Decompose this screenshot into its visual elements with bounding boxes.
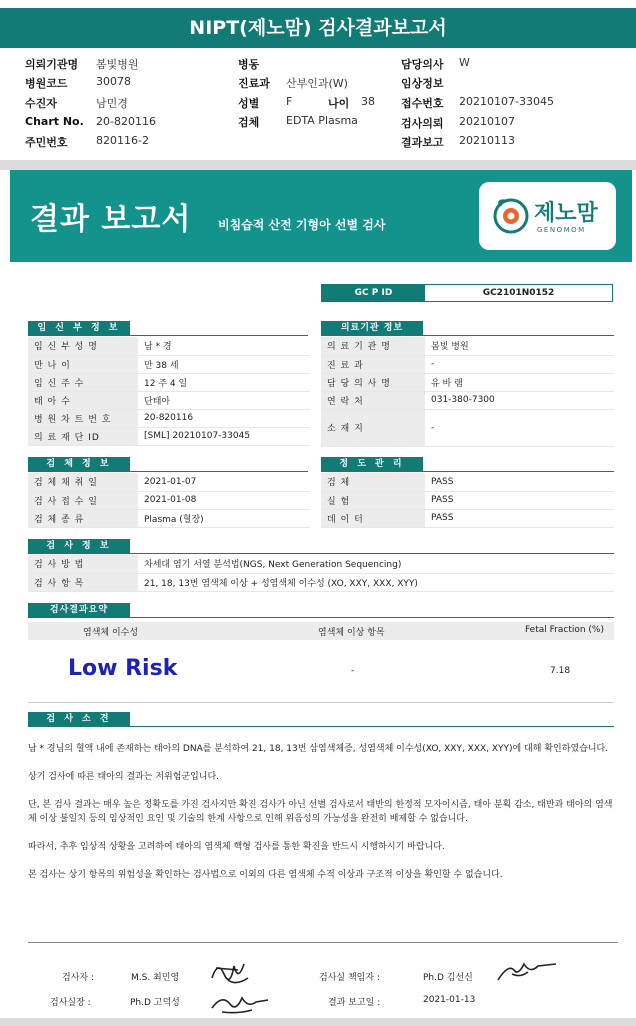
section-divider	[0, 160, 636, 170]
hospital-label: 의뢰기관명	[25, 58, 79, 71]
summary-col-fetal-fraction: Fetal Fraction (%)	[525, 625, 604, 635]
gcpid-value: GC2101N0152	[482, 288, 555, 298]
doctor-label: 담당의사	[401, 58, 444, 71]
row-value: 20-820116	[138, 409, 310, 427]
summary-rule	[28, 617, 614, 618]
specimen-info-table	[28, 473, 310, 528]
qc-rule	[321, 471, 614, 472]
summary-abnormal-value: -	[351, 666, 355, 676]
row-value: PASS	[425, 491, 614, 509]
result-report	[10, 170, 632, 1018]
director-signature-icon	[208, 988, 272, 1016]
director-name: Ph.D 고덕성	[130, 998, 180, 1008]
dept-value: 산부인과(W)	[286, 77, 348, 90]
table-row	[321, 473, 614, 491]
summary-col-abnormal: 염색체 이상 항목	[318, 628, 385, 638]
request-label: 검사의뢰	[401, 117, 444, 130]
genomom-logo-icon	[493, 198, 529, 234]
lab-head-signature-icon	[494, 956, 560, 986]
pregnant-info-heading: 임 신 부 정 보	[28, 321, 130, 336]
lab-head-label: 검사실 책임자 :	[319, 973, 380, 983]
table-row	[321, 491, 614, 509]
specimen-info-rule	[28, 471, 308, 472]
summary-heading: 검사결과요약	[28, 603, 130, 618]
table-row	[28, 427, 310, 445]
signature-rule	[28, 942, 618, 943]
table-row	[321, 355, 614, 373]
row-key: 검 체 채 취 일	[28, 473, 138, 491]
row-key: 연 락 처	[321, 391, 425, 409]
specimen-label: 검체	[238, 116, 260, 129]
row-key: 만 나 이	[28, 355, 138, 373]
row-value: 봄빛 병원	[425, 337, 614, 355]
patient-label: 수진자	[25, 97, 57, 110]
genomom-logo	[479, 182, 616, 250]
pregnant-info-rule	[28, 335, 308, 336]
row-key: 임 신 주 수	[28, 373, 138, 391]
specimen-info-heading: 검 체 정 보	[28, 457, 130, 472]
row-key: 검 체 종 류	[28, 509, 138, 527]
sex-label: 성별	[238, 97, 260, 110]
row-key: 병 원 차 트 번 호	[28, 409, 138, 427]
report-value: 20210113	[459, 134, 515, 147]
clinical-label: 임상정보	[401, 77, 444, 90]
institution-info-table	[321, 337, 614, 447]
lab-head-name: Ph.D 김선신	[423, 973, 473, 983]
table-row	[28, 409, 310, 427]
qc-table	[321, 473, 614, 528]
table-row	[28, 491, 310, 509]
institution-info-heading: 의료기관 정보	[321, 321, 423, 336]
sex-value: F	[286, 95, 293, 108]
row-value: 2021-01-07	[138, 473, 310, 491]
row-key: 소 재 지	[321, 409, 425, 446]
report-header-title: NIPT(제노맘) 검사결과보고서	[0, 8, 636, 48]
qc-heading: 정 도 관 리	[321, 457, 423, 472]
row-value: 21, 18, 13번 염색체 이상 + 성염색체 이수성 (XO, XXY, XXX, XYY)	[138, 573, 614, 591]
age-label: 나이	[328, 97, 350, 110]
banner-title: 결과 보고서	[30, 202, 192, 237]
receipt-label: 접수번호	[401, 97, 444, 110]
table-row	[28, 355, 310, 373]
examiner-label: 검사자 :	[62, 973, 94, 983]
row-value: -	[425, 409, 614, 446]
row-value: 차세대 염기 서열 분석법(NGS, Next Generation Sequencing)	[138, 555, 614, 573]
doctor-value: W	[459, 56, 470, 69]
dept-label: 진료과	[238, 77, 270, 90]
comments-rule	[28, 726, 614, 727]
row-key: 검 사 접 수 일	[28, 491, 138, 509]
row-value: 유 바 램	[425, 373, 614, 391]
row-key: 실 험	[321, 491, 425, 509]
rrn-label: 주민번호	[25, 136, 68, 149]
table-row	[28, 391, 310, 409]
row-value: 만 38 세	[138, 355, 310, 373]
code-value: 30078	[96, 75, 131, 88]
chart-value: 20-820116	[96, 115, 156, 128]
logo-name: 제노맘	[534, 201, 598, 226]
summary-result: Low Risk	[68, 656, 178, 681]
row-value: 2021-01-08	[138, 491, 310, 509]
chart-label: Chart No.	[25, 115, 84, 128]
request-value: 20210107	[459, 115, 515, 128]
receipt-value: 20210107-33045	[459, 95, 554, 108]
report-date-value: 2021-01-13	[423, 995, 476, 1005]
table-row	[321, 337, 614, 355]
institution-info-rule	[321, 335, 614, 336]
report-banner	[10, 170, 632, 262]
row-value: 031-380-7300	[425, 391, 614, 409]
examiner-signature-icon	[208, 956, 254, 988]
table-row	[321, 391, 614, 409]
row-value: Plasma (혈장)	[138, 509, 310, 527]
row-key: 데 이 터	[321, 509, 425, 527]
specimen-value: EDTA Plasma	[286, 114, 358, 127]
table-row	[28, 555, 614, 573]
comment-paragraph: 따라서, 추후 임상적 상황을 고려하여 태아의 염색체 핵형 검사를 통한 확진을 반드시 시행하시기 바랍니다.	[28, 842, 445, 852]
row-key: 검 체	[321, 473, 425, 491]
summary-fetal-fraction-value: 7.18	[550, 666, 571, 676]
rrn-value: 820116-2	[96, 134, 149, 147]
row-key: 의 료 재 단 ID	[28, 427, 138, 445]
logo-english: GENOMOM	[537, 226, 586, 234]
row-key: 의 료 기 관 명	[321, 337, 425, 355]
ward-label: 병동	[238, 58, 260, 71]
test-info-heading: 검 사 정 보	[28, 539, 130, 554]
test-info-table	[28, 555, 614, 592]
row-value: PASS	[425, 509, 614, 527]
bottom-divider	[0, 1018, 636, 1026]
comments-heading: 검 사 소 견	[28, 712, 130, 727]
pregnant-info-table	[28, 337, 310, 446]
table-row	[28, 337, 310, 355]
comments-body	[28, 742, 620, 896]
summary-col-aneuploidy: 염색체 이수성	[83, 628, 139, 638]
row-value: 12 주 4 일	[138, 373, 310, 391]
patient-value: 남민경	[96, 97, 128, 110]
row-value: 남 * 경	[138, 337, 310, 355]
table-row	[321, 409, 614, 446]
row-key: 담 당 의 사 명	[321, 373, 425, 391]
comment-paragraph: 상기 검사에 따른 태아의 결과는 저위험군입니다.	[28, 772, 220, 782]
table-row	[28, 509, 310, 527]
row-value: -	[425, 355, 614, 373]
row-value: 단태아	[138, 391, 310, 409]
row-key: 임 신 부 성 명	[28, 337, 138, 355]
banner-subtitle: 비침습적 산전 기형아 선별 검사	[218, 218, 386, 232]
age-value: 38	[361, 95, 375, 108]
comment-paragraph: 단, 본 검사 결과는 매우 높은 정확도를 가진 검사지만 확진 검사가 아닌 선별 검사로서 태반의 한정적 모자이시즘, 태아 분획 감소, 태반과 태아의 염색체 이상 불일치 등의 임상적인 요인 및 기술의 한계 사항으로 인해 위음성의 가능성을 완전히 배제할 수 없습니다.	[28, 800, 613, 824]
report-date-label: 결과 보고일 :	[328, 998, 381, 1008]
row-key: 태 아 수	[28, 391, 138, 409]
table-row	[321, 509, 614, 527]
patient-info-block	[0, 55, 636, 155]
row-value: PASS	[425, 473, 614, 491]
director-label: 검사실장 :	[50, 998, 91, 1008]
gcpid-box	[321, 284, 613, 302]
row-value: [SML] 20210107-33045	[138, 427, 310, 445]
table-row	[28, 373, 310, 391]
hospital-value: 봄빛병원	[96, 58, 139, 71]
table-row	[321, 373, 614, 391]
row-key: 검 사 항 목	[28, 573, 138, 591]
code-label: 병원코드	[25, 77, 68, 90]
comment-paragraph: 본 검사는 상기 항목의 위험성을 확인하는 검사법으로 이외의 다른 염색체 수적 이상과 구조적 이상을 확인할 수 없습니다.	[28, 870, 503, 880]
report-label: 결과보고	[401, 136, 444, 149]
comment-paragraph: 남 * 경님의 혈액 내에 존재하는 태아의 DNA를 분석하여 21, 18, 13번 삼염색체증, 성염색체 이수성(XO, XXY, XXX, XYY)에 대해 확인하였습니다.	[28, 744, 609, 754]
examiner-name: M.S. 최민영	[131, 973, 180, 983]
table-row	[28, 573, 614, 591]
table-row	[28, 473, 310, 491]
gcpid-label: GC P ID	[322, 285, 425, 301]
row-key: 진 료 과	[321, 355, 425, 373]
test-info-rule	[28, 553, 614, 554]
summary-header-row	[28, 622, 614, 640]
summary-bottom-rule	[28, 702, 614, 703]
row-key: 검 사 방 법	[28, 555, 138, 573]
